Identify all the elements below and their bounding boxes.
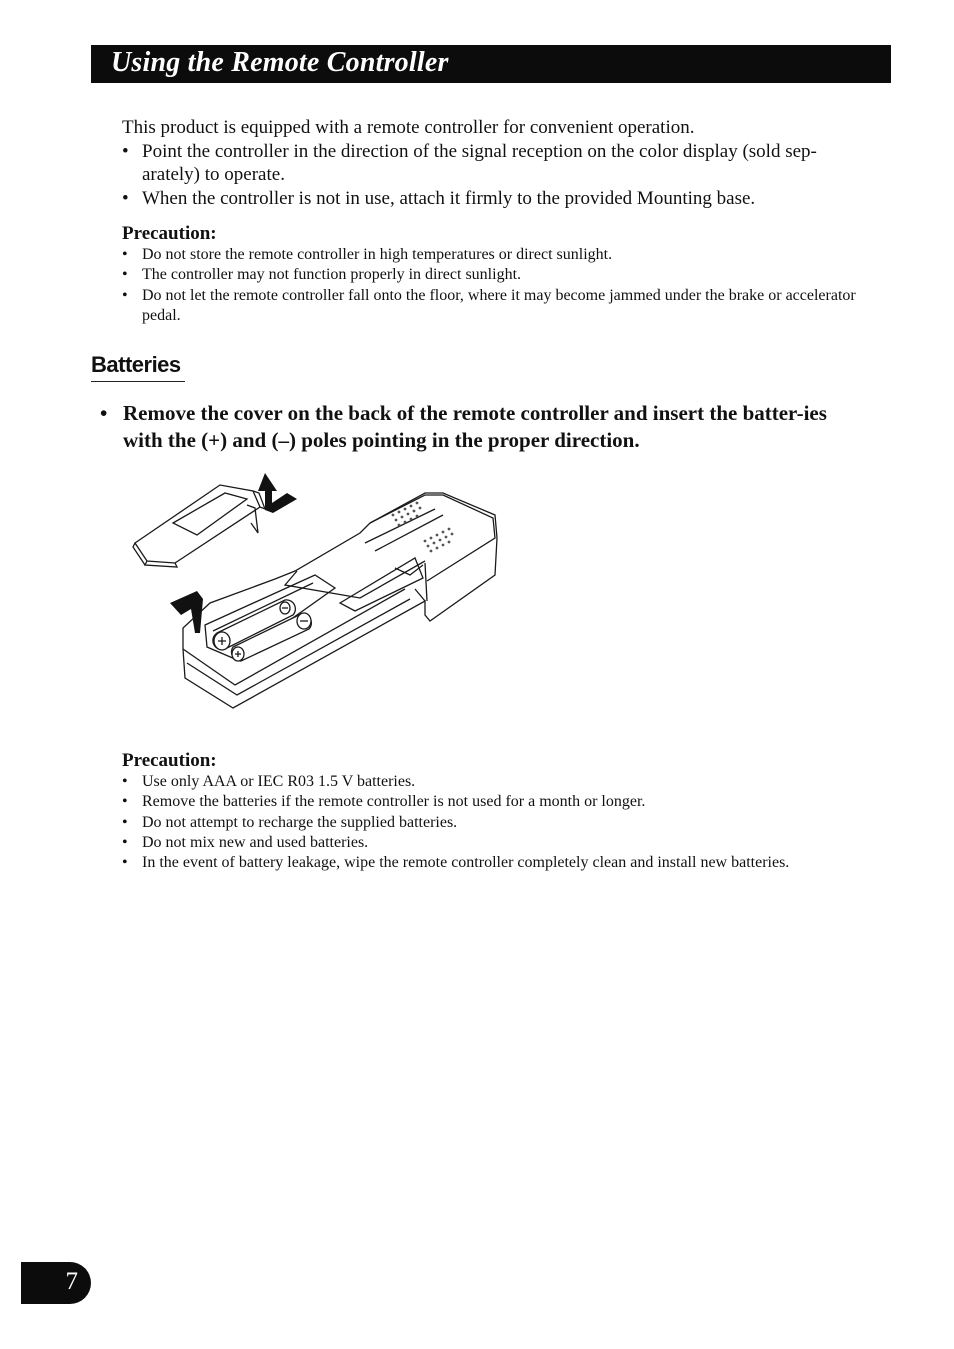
precaution-heading: Precaution: — [122, 750, 217, 771]
precaution-item: • Do not store the remote controller in high temperatures or direct sunlight. — [122, 245, 867, 265]
battery-instruction — [100, 400, 860, 453]
page-title: Using the Remote Controller — [111, 47, 449, 78]
intro-bullet: • Point the controller in the direction of the signal reception on the color display (sold sep-arately) to operate. — [122, 140, 867, 187]
precaution-section-1 — [122, 223, 867, 326]
page-title-bar — [91, 45, 891, 83]
section-underline — [91, 381, 185, 382]
intro-bullet: • When the controller is not in use, attach it firmly to the provided Mounting base. — [122, 187, 867, 211]
page-number: 7 — [65, 1268, 78, 1295]
precaution-section-2 — [122, 750, 867, 873]
precaution-item: • Do not attempt to recharge the supplied batteries. — [122, 813, 867, 833]
battery-cover — [133, 485, 265, 567]
precaution-list — [122, 245, 867, 326]
intro-bullet-list — [122, 140, 867, 211]
intro-section — [122, 116, 867, 210]
bullet-dot: • — [100, 401, 108, 425]
precaution-item: • In the event of battery leakage, wipe the remote controller completely clean and install new batteries. — [122, 853, 867, 873]
precaution-item: • Use only AAA or IEC R03 1.5 V batteries. — [122, 772, 867, 792]
precaution-list — [122, 772, 867, 873]
intro-text: This product is equipped with a remote controller for convenient operation. — [122, 117, 695, 138]
battery-instruction-text: Remove the cover on the back of the remote controller and insert the batter-ies with the (+) and (–) poles pointing in the proper direction. — [123, 401, 827, 452]
precaution-item: • Remove the batteries if the remote controller is not used for a month or longer. — [122, 792, 867, 812]
page-number-tab — [21, 1262, 91, 1304]
precaution-heading: Precaution: — [122, 223, 217, 244]
precaution-item: • Do not mix new and used batteries. — [122, 833, 867, 853]
remote-controller-illustration — [125, 463, 505, 715]
precaution-item: • Do not let the remote controller fall onto the floor, where it may become jammed under the brake or accelerator pedal. — [122, 286, 867, 327]
precaution-item: • The controller may not function properly in direct sunlight. — [122, 265, 867, 285]
section-heading-batteries: Batteries — [91, 352, 181, 377]
